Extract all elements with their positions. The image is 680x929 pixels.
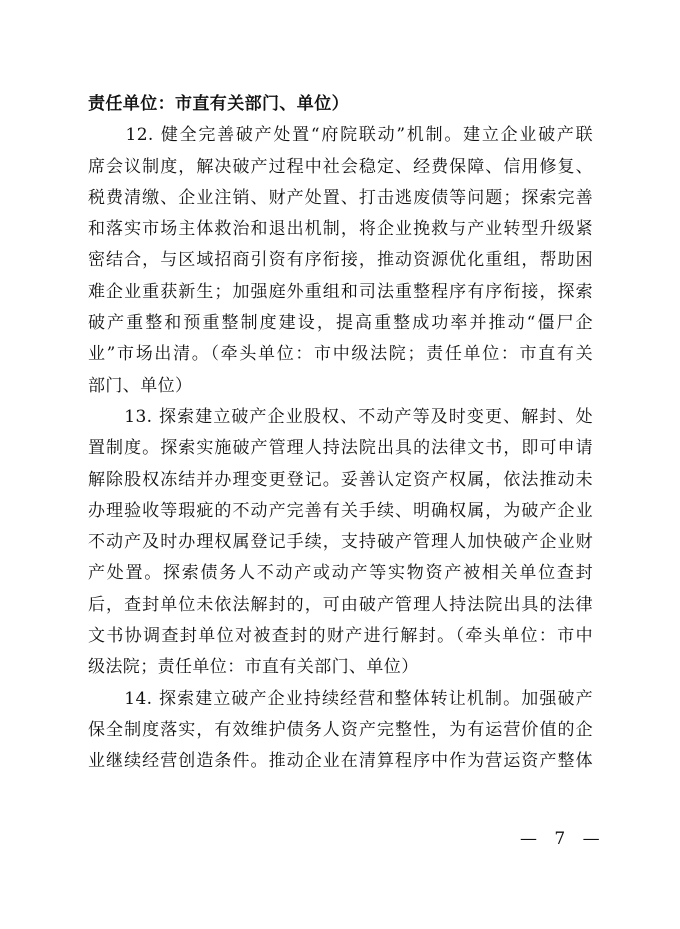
- text-line: 后，查封单位未依法解封的，可由破产管理人持法院出具的法律: [88, 594, 593, 615]
- text-line: 部门、单位）: [88, 375, 193, 396]
- text-line: 解除股权冻结并办理变更登记。妥善认定资产权属，依法推动未: [88, 469, 593, 490]
- body-text: [88, 89, 593, 778]
- text-line: 置制度。探索实施破产管理人持法院出具的法律文书，即可申请: [88, 438, 593, 459]
- text-line: 密结合，与区域招商引资有序衔接，推动资源优化重组，帮助困: [88, 250, 593, 271]
- text-line: 14. 探索建立破产企业持续经营和整体转让机制。加强破产: [88, 688, 593, 709]
- text-line: 不动产及时办理权属登记手续，支持破产管理人加快破产企业财: [88, 532, 593, 553]
- text-line: 办理验收等瑕疵的不动产完善有关手续、明确权属，为破产企业: [88, 500, 593, 521]
- text-line: 席会议制度，解决破产过程中社会稳定、经费保障、信用修复、: [88, 156, 593, 177]
- text-line: 业继续经营创造条件。推动企业在清算程序中作为营运资产整体: [88, 751, 593, 772]
- text-line: 12. 健全完善破产处置“府院联动”机制。建立企业破产联: [88, 125, 593, 146]
- text-line: 保全制度落实，有效维护债务人资产完整性，为有运营价值的企: [88, 719, 593, 740]
- text-line: 业”市场出清。（牵头单位：市中级法院；责任单位：市直有关: [88, 344, 593, 365]
- text-line: 难企业重获新生；加强庭外重组和司法重整程序有序衔接，探索: [88, 281, 593, 302]
- text-line: 和落实市场主体救治和退出机制，将企业挽救与产业转型升级紧: [88, 219, 593, 240]
- text-line: 责任单位：市直有关部门、单位）: [88, 94, 349, 114]
- text-line: 13. 探索建立破产企业股权、不动产等及时变更、解封、处: [88, 406, 593, 427]
- text-line: 文书协调查封单位对被查封的财产进行解封。（牵头单位：市中: [88, 626, 593, 647]
- text-line: 产处置。探索债务人不动产或动产等实物资产被相关单位查封: [88, 563, 593, 584]
- page-number: — 7 —: [520, 829, 606, 849]
- text-line: 级法院；责任单位：市直有关部门、单位）: [88, 657, 419, 678]
- text-line: 破产重整和预重整制度建设，提高重整成功率并推动“僵尸企: [88, 313, 593, 334]
- text-line: 税费清缴、企业注销、财产处置、打击逃废债等问题；探索完善: [88, 187, 593, 208]
